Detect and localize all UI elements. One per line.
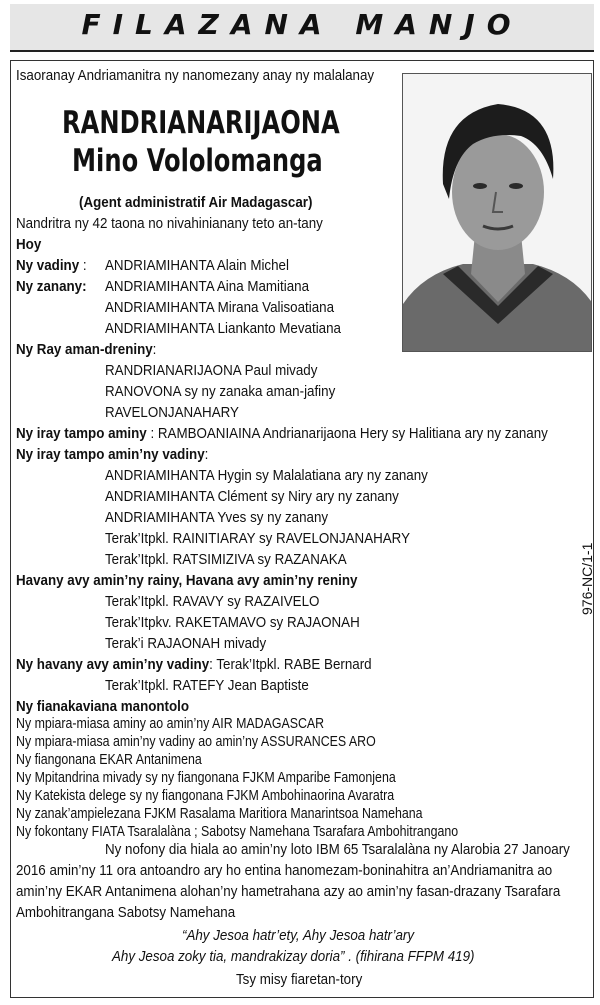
in-law-siblings-separator: : <box>204 446 209 463</box>
parents-label: Ny Ray aman-dreniny <box>16 341 153 358</box>
reference-code: 976-NC/1-1 <box>579 542 595 615</box>
closing-line: Tsy misy fiaretan-tory <box>236 971 363 988</box>
family-group: Ny fiangonana EKAR Antanimena <box>16 752 202 768</box>
hoy-label: Hoy <box>16 236 42 253</box>
siblings-line <box>16 424 548 444</box>
in-law-siblings-line <box>16 445 208 465</box>
family-group: Ny fokontany FIATA Tsaralalàna ; Sabotsy Namehana Tsarafara Ambohitrangano <box>16 824 459 840</box>
page-title: FILAZANA MANJO <box>81 8 523 41</box>
family-group: Ny zanak’ampielezana FJKM Rasalama Maritiora Manarintsoa Namehana <box>16 806 423 822</box>
verse-line: “Ahy Jesoa hatr’ety, Ahy Jesoa hatr’ary <box>182 927 415 944</box>
intro-line: Isaoranay Andriamanitra ny nanomezany anay ny malalanay <box>16 67 375 84</box>
funeral-announcement-line: amin’ny EKAR Antanimena alohan’ny hametrahana azy ao amin’ny fasan-drazany Tsarafara <box>16 883 561 900</box>
relative-name: Terak’Itpkv. RAKETAMAVO sy RAJAONAH <box>105 614 360 631</box>
in-law-sibling-name: ANDRIAMIHANTA Hygin sy Malalatiana ary ny zanany <box>105 467 428 484</box>
in-law-sibling-name: ANDRIAMIHANTA Yves sy ny zanany <box>105 509 329 526</box>
child-name: ANDRIAMIHANTA Liankanto Mevatiana <box>105 320 341 337</box>
in-law-siblings-label: Ny iray tampo amin’ny vadiny <box>16 446 205 463</box>
in-law-relatives-line <box>16 655 372 675</box>
funeral-announcement-line: Ny nofony dia hiala ao amin’ny loto IBM 65 Tsaralalàna ny Alarobia 27 Janoary <box>105 841 570 858</box>
family-group: Ny Katekista delege sy ny fiangonana FJKM Ambohinaorina Avaratra <box>16 788 395 804</box>
child-name: ANDRIAMIHANTA Aina Mamitiana <box>105 278 310 295</box>
spouse-separator: : <box>79 257 87 274</box>
in-law-sibling-name: ANDRIAMIHANTA Clément sy Niry ary ny zanany <box>105 488 399 505</box>
spouse-name: ANDRIAMIHANTA Alain Michel <box>105 257 289 274</box>
parent-name: RANOVONA sy ny zanaka aman-jafiny <box>105 383 336 400</box>
verse-line: Ahy Jesoa zoky tia, mandrakizay doria” . (fihirana FFPM 419) <box>112 948 475 965</box>
header-banner <box>10 4 594 52</box>
relative-name: Terak’Itpkl. RAVAVY sy RAZAIVELO <box>105 593 320 610</box>
in-law-relatives-text: : Terak’Itpkl. RABE Bernard <box>209 656 372 673</box>
parents-line <box>16 340 156 360</box>
deceased-position: (Agent administratif Air Madagascar) <box>79 194 313 211</box>
family-group: Ny mpiara-miasa amin’ny vadiny ao amin’ny ASSURANCES ARO <box>16 734 376 750</box>
siblings-label: Ny iray tampo aminy <box>16 425 147 442</box>
in-law-sibling-name: Terak’Itpkl. RAINITIARAY sy RAVELONJANAHARY <box>105 530 411 547</box>
child-name: ANDRIAMIHANTA Mirana Valisoatiana <box>105 299 335 316</box>
family-group: Ny mpiara-miasa aminy ao amin’ny AIR MADAGASCAR <box>16 716 325 732</box>
in-law-relative-name: Terak’Itpkl. RATEFY Jean Baptiste <box>105 677 309 694</box>
spouse-line <box>16 256 87 276</box>
parent-name: RAVELONJANAHARY <box>105 404 239 421</box>
relatives-label: Havany avy amin’ny rainy, Havana avy amin’ny reniny <box>16 572 358 589</box>
parents-separator: : <box>152 341 157 358</box>
parent-name: RANDRIANARIJAONA Paul mivady <box>105 362 318 379</box>
funeral-announcement-line: 2016 amin’ny 11 ora antoandro ary ho entina hanomezam-boninahitra an’Andriamanitra ao <box>16 862 553 879</box>
spouse-label: Ny vadiny <box>16 257 80 274</box>
family-group: Ny Mpitandrina mivady sy ny fiangonana FJKM Amparibe Famonjena <box>16 770 396 786</box>
age-line: Nandritra ny 42 taona no nivahinianany teto an-tany <box>16 215 323 232</box>
portrait-image <box>403 74 592 352</box>
deceased-surname: RANDRIANARIJAONA <box>62 105 340 141</box>
relative-name: Terak’i RAJAONAH mivady <box>105 635 267 652</box>
funeral-announcement-line: Ambohitrangana Sabotsy Namehana <box>16 904 236 921</box>
deceased-given-names: Mino Vololomanga <box>72 143 323 179</box>
in-law-relatives-label: Ny havany avy amin’ny vadiny <box>16 656 210 673</box>
children-label: Ny zanany: <box>16 278 87 295</box>
whole-family-label: Ny fianakaviana manontolo <box>16 698 190 715</box>
siblings-text: : RAMBOANIAINA Andrianarijaona Hery sy Halitiana ary ny zanany <box>146 425 548 442</box>
portrait-photo <box>402 73 592 352</box>
in-law-sibling-name: Terak’Itpkl. RATSIMIZIVA sy RAZANAKA <box>105 551 347 568</box>
